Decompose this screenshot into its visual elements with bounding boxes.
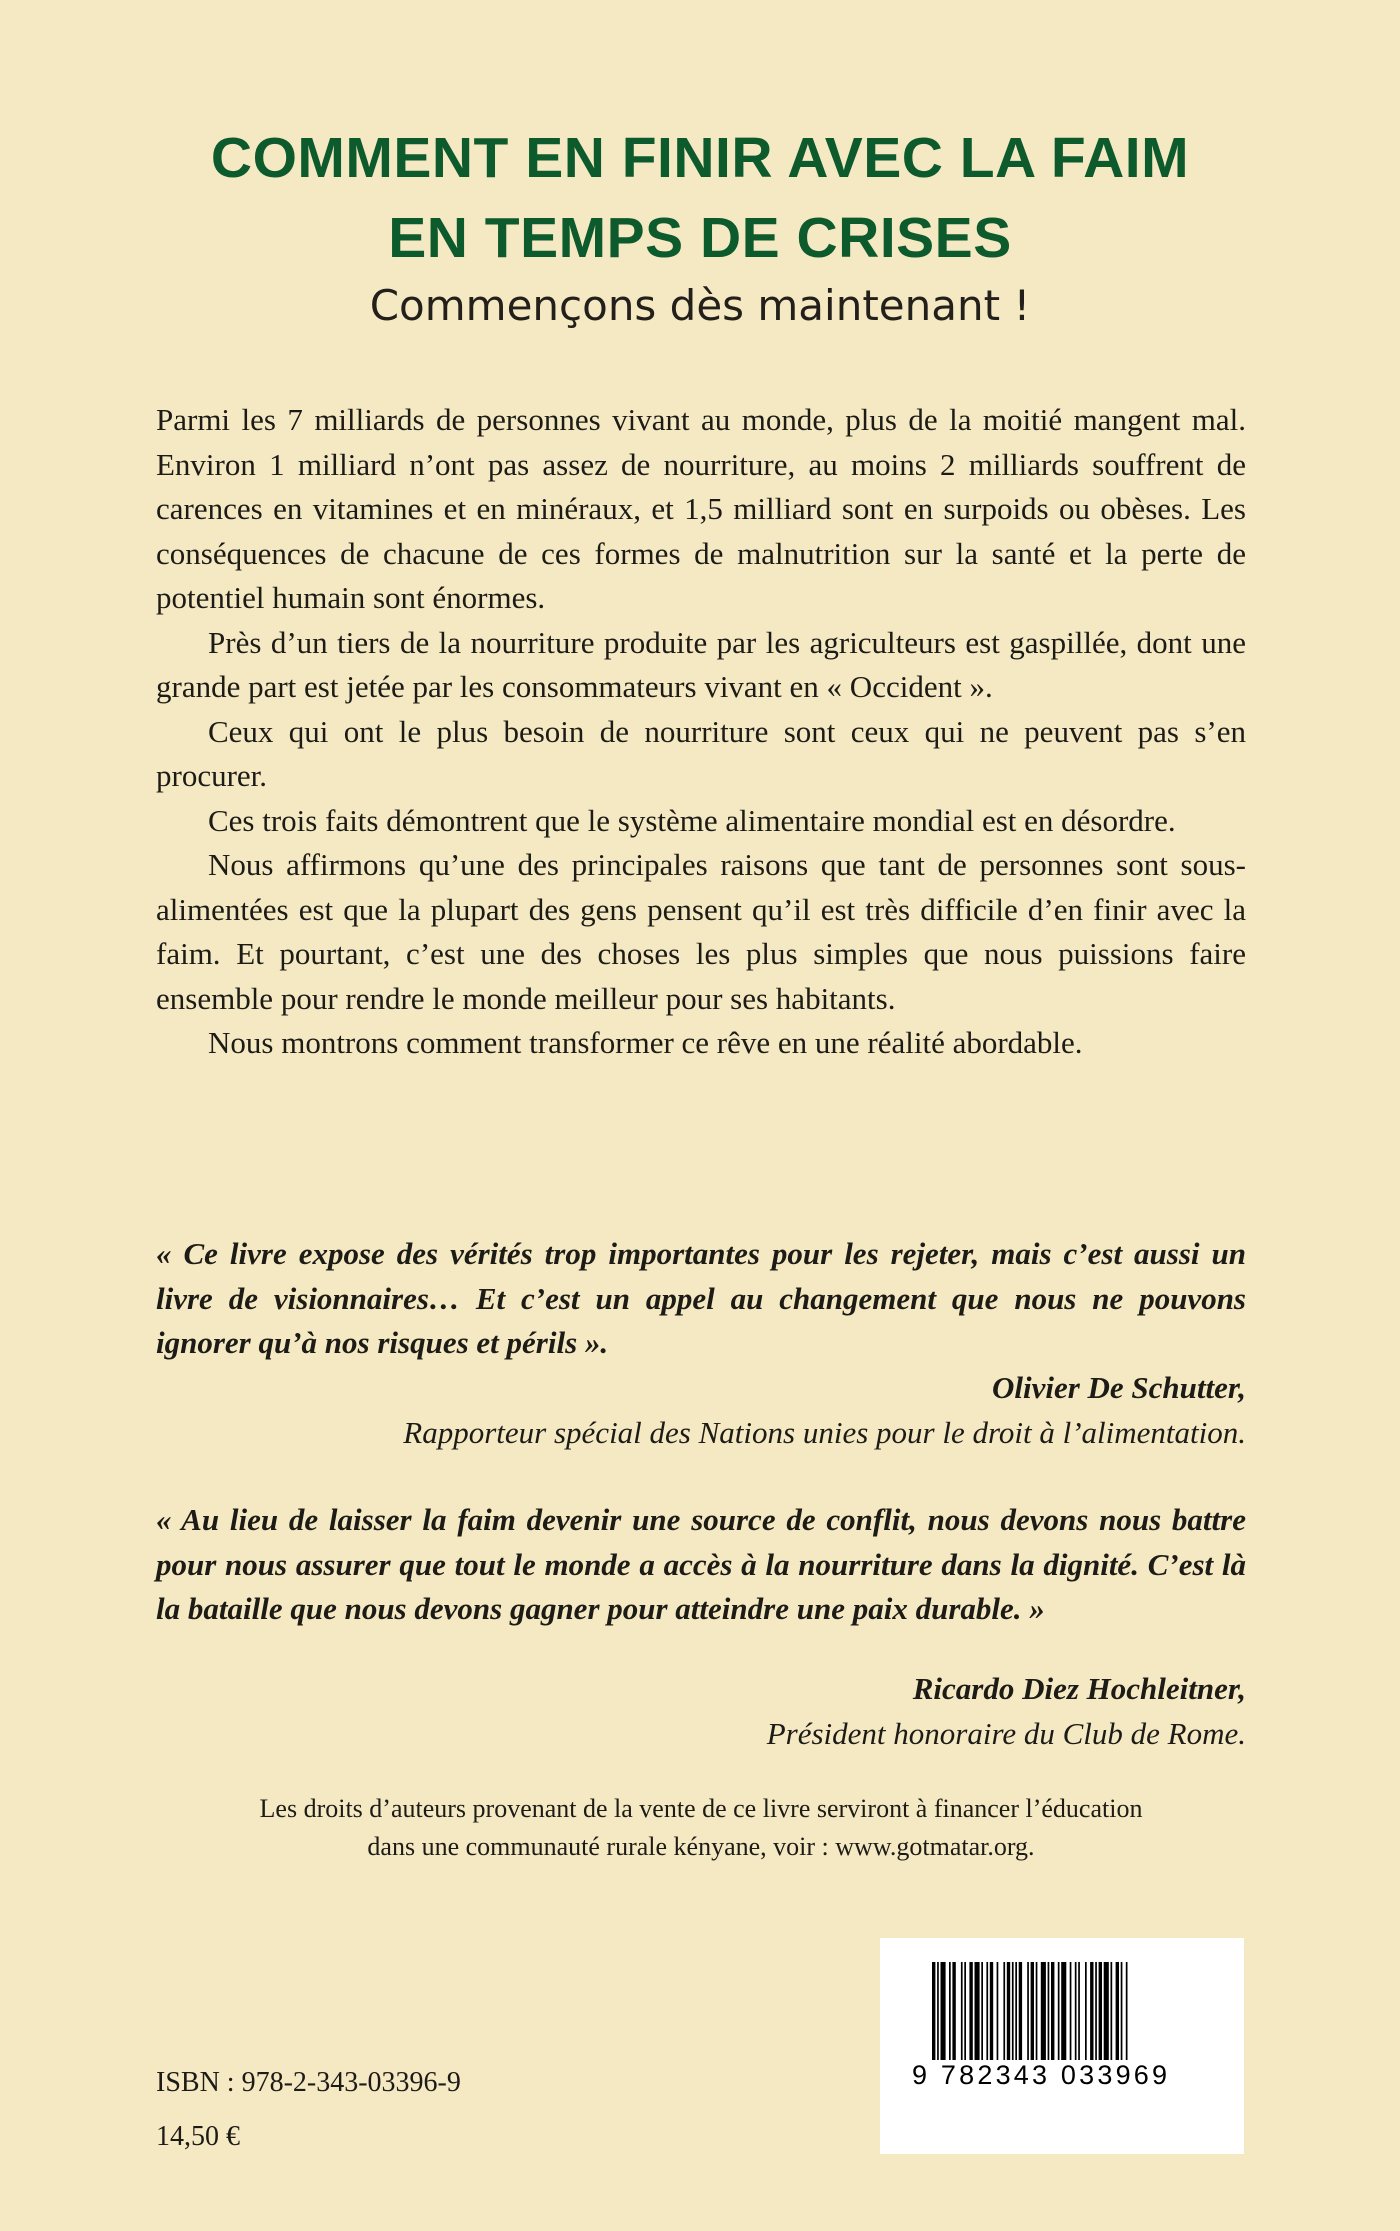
price: 14,50 €	[156, 2121, 240, 2152]
barcode-digits: 9 782343 033969	[908, 2060, 1242, 2091]
quote-2-author: Ricardo Diez Hochleitner,	[912, 1671, 1246, 1706]
book-subtitle: Commençons dès maintenant !	[369, 281, 1031, 330]
title-line-2: EN TEMPS DE CRISES	[388, 206, 1012, 270]
blurb-paragraph-6: Nous montrons comment transformer ce rêve en une réalité abordable.	[208, 1025, 1083, 1060]
blurb-paragraph-2: Près d’un tiers de la nourriture produite par les agriculteurs est gaspillée, dont une grande part est jetée par les consommateurs vivant en « Occident ».	[156, 624, 1246, 704]
quote-1	[156, 1232, 1246, 1366]
blurb-paragraph-4: Ces trois faits démontrent que le système alimentaire mondial est en désordre.	[208, 802, 1176, 838]
barcode	[880, 1938, 1244, 2154]
quote-2-role: Président honoraire du Club de Rome.	[766, 1715, 1246, 1751]
quote-2-text: « Au lieu de laisser la faim devenir une source de conflit, nous devons nous battre pour nous assurer que tout le monde a accès à la nourriture dans la dignité. C’est là la bataille que nous devons gagner pour atteindre une paix durable. »	[156, 1502, 1246, 1626]
isbn: ISBN : 978-2-343-03396-9	[156, 2067, 461, 2098]
book-title	[0, 118, 1400, 278]
title-line-1: COMMENT EN FINIR AVEC LA FAIM	[210, 126, 1190, 190]
quote-2	[156, 1498, 1246, 1632]
royalties-note	[156, 1790, 1246, 1866]
quote-1-role: Rapporteur spécial des Nations unies pour le droit à l’alimentation.	[403, 1414, 1246, 1450]
blurb-paragraph-1: Parmi les 7 milliards de personnes vivant au monde, plus de la moitié mangent mal. Environ 1 milliard n’ont pas assez de nourriture, au moins 2 milliards souffrent de carences en vitamines et en minéraux, et 1,5 milliard sont en surpoids ou obèses. Les conséquences de chacune de ces formes de malnutrition sur la santé et la perte de potentiel humain sont énormes.	[156, 402, 1246, 615]
blurb-paragraph-5: Nous affirmons qu’une des principales raisons que tant de personnes sont sous-alimentées est que la plupart des gens pensent qu’il est très difficile d’en finir avec la faim. Et pourtant, c’est une des choses les plus simples que nous puissions faire ensemble pour rendre le monde meilleur pour ses habitants.	[156, 847, 1246, 1016]
quote-2-attribution	[156, 1667, 1246, 1756]
quote-1-attribution	[156, 1366, 1246, 1455]
blurb	[156, 398, 1246, 1066]
royalties-note-line-2: dans une communauté rurale kényane, voir : www.gotmatar.org.	[367, 1832, 1035, 1861]
royalties-note-line-1: Les droits d’auteurs provenant de la vente de ce livre serviront à financer l’éducation	[259, 1794, 1143, 1823]
quote-1-text: « Ce livre expose des vérités trop importantes pour les rejeter, mais c’est aussi un livre de visionnaires… Et c’est un appel au changement que nous ne pouvons ignorer qu’à nos risques et périls ».	[156, 1236, 1246, 1360]
quote-1-author: Olivier De Schutter,	[991, 1370, 1246, 1405]
blurb-paragraph-3: Ceux qui ont le plus besoin de nourriture sont ceux qui ne peuvent pas s’en procurer.	[156, 713, 1246, 793]
